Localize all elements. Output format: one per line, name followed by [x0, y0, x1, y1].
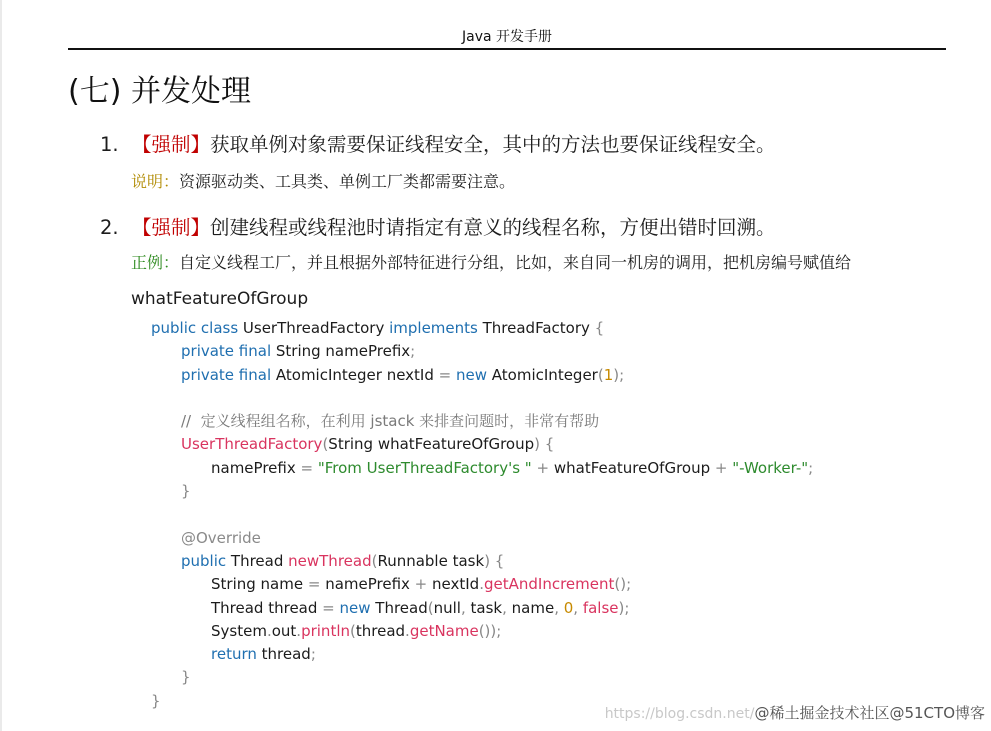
code-token: getName [409, 621, 479, 640]
code-token: thread [256, 645, 311, 664]
code-token: ThreadFactory [477, 319, 595, 337]
code-token: println [301, 621, 350, 640]
note-text: 资源驱动类、工具类、单例工厂类都需要注意。 [179, 172, 516, 191]
code-token: false [582, 598, 619, 617]
code-token: nextId [427, 575, 480, 594]
section-title: (七) 并发处理 [68, 74, 251, 109]
code-token: { [594, 319, 605, 337]
header-title: Java 开发手册 [461, 29, 553, 45]
code-annotation: @Override [181, 528, 261, 547]
code-line [151, 433, 813, 456]
code-token: ) { [534, 435, 555, 454]
note-label: 说明： [131, 172, 180, 191]
code-token: "-Worker-" [732, 458, 809, 477]
code-token: , [460, 598, 471, 617]
code-token: public [181, 551, 227, 570]
code-line [151, 364, 813, 387]
code-token: ()); [478, 621, 502, 640]
code-token: ( [371, 551, 378, 570]
watermark [605, 702, 985, 723]
code-token: String name [211, 575, 308, 594]
page-header [68, 26, 946, 50]
rule-2-note [131, 251, 851, 275]
code-token: ( [597, 365, 604, 384]
code-token: thread [355, 621, 406, 640]
code-token: out [271, 621, 297, 640]
code-line [151, 457, 813, 480]
code-token: . [405, 621, 410, 640]
code-token: = [322, 598, 335, 617]
code-token: . [296, 621, 302, 640]
code-token: ) { [484, 551, 505, 570]
code-token: = [438, 365, 452, 384]
code-token: , [554, 598, 564, 617]
code-token: = [300, 458, 314, 477]
page-left-edge [0, 0, 2, 731]
code-token: namePrefix [211, 458, 301, 477]
watermark-strong: @稀土掘金技术社区 [754, 704, 890, 722]
rule-text: 创建线程或线程池时请指定有意义的线程名称，方便出错时回溯。 [210, 216, 776, 239]
rule-1 [100, 131, 776, 159]
code-token: } [181, 668, 191, 687]
rule-number: 2. [100, 216, 119, 239]
code-token: (); [614, 575, 632, 594]
rule-tag: 【强制】 [132, 133, 211, 156]
code-token: , [573, 598, 583, 617]
code-token: ); [613, 365, 625, 384]
code-block [151, 317, 813, 713]
code-blank-line [151, 503, 813, 526]
code-token: UserThreadFactory [181, 435, 323, 454]
rule-text: 获取单例对象需要保证线程安全，其中的方法也要保证线程安全。 [210, 133, 776, 156]
code-token: . [479, 575, 484, 594]
code-token: } [151, 691, 161, 710]
rule-1-note [131, 170, 515, 194]
code-token: name [511, 598, 555, 617]
code-token: + [536, 458, 550, 477]
code-line [151, 666, 813, 689]
code-token: private final [181, 342, 272, 361]
code-token: null [433, 598, 461, 617]
code-token: public class [151, 319, 239, 337]
code-token: UserThreadFactory [238, 319, 390, 337]
code-token: Thread [370, 598, 428, 617]
code-token: AtomicInteger nextId [271, 365, 439, 384]
code-token: ( [350, 621, 356, 640]
code-token: whatFeatureOfGroup [549, 458, 715, 477]
code-token: Runnable task [377, 551, 485, 570]
code-line [151, 317, 813, 340]
code-line [151, 410, 813, 433]
code-token: getAndIncrement [483, 575, 615, 594]
code-token: ( [322, 435, 329, 454]
code-token: Thread thread [211, 598, 323, 617]
code-token: Thread [226, 551, 289, 570]
code-token: } [181, 482, 191, 501]
code-token: "From UserThreadFactory's " [317, 458, 532, 477]
code-token: implements [389, 319, 478, 337]
code-token: private final [181, 365, 272, 384]
rule-2 [100, 214, 776, 242]
code-line [151, 643, 813, 666]
code-token: newThread [288, 551, 372, 570]
code-token: ); [618, 598, 630, 617]
code-line [151, 597, 813, 620]
code-token: System [211, 621, 267, 640]
code-line [151, 340, 813, 363]
rule-number: 1. [100, 133, 119, 156]
code-token: ; [310, 645, 316, 664]
code-token: ; [808, 458, 814, 477]
code-line [151, 550, 813, 573]
code-token: + [414, 575, 428, 594]
code-token: new [456, 365, 488, 384]
code-line [151, 573, 813, 596]
watermark-url: https://blog.csdn.net/ [604, 706, 755, 722]
code-line [151, 480, 813, 503]
rule-2-note-continuation: whatFeatureOfGroup [131, 289, 309, 309]
code-line [151, 620, 813, 643]
code-token: AtomicInteger [487, 365, 598, 384]
code-token: = [307, 575, 321, 594]
rule-tag: 【强制】 [132, 216, 211, 239]
code-token: String whatFeatureOfGroup [328, 435, 535, 454]
code-token: namePrefix [320, 575, 415, 594]
code-token: ( [427, 598, 434, 617]
code-token: + [714, 458, 728, 477]
code-token: ; [410, 342, 416, 361]
code-comment: // 定义线程组名称，在利用 jstack 来排查问题时，非常有帮助 [181, 412, 600, 431]
code-token: new [339, 598, 371, 617]
code-line [151, 527, 813, 550]
code-token: 0 [563, 598, 574, 617]
code-token: 1 [603, 365, 614, 384]
code-token: task [470, 598, 503, 617]
code-blank-line [151, 387, 813, 410]
watermark-site: @51CTO博客 [889, 704, 985, 722]
note-text: 自定义线程工厂，并且根据外部特征进行分组，比如，来自同一机房的调用，把机房编号赋值给 [179, 253, 852, 272]
note-label: 正例： [131, 253, 180, 272]
code-token: . [266, 621, 272, 640]
code-token: return [211, 645, 257, 664]
code-token: String namePrefix [271, 342, 411, 361]
code-token: , [502, 598, 512, 617]
